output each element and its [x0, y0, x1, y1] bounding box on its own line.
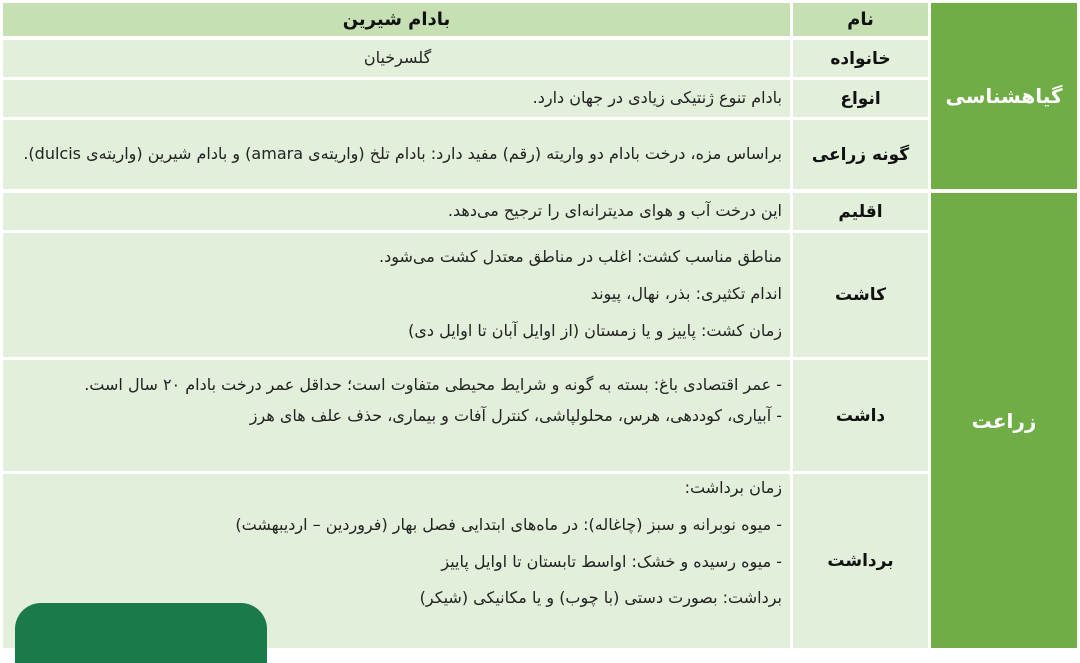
row-value-species [3, 80, 790, 117]
row-label-harvest: برداشت [793, 474, 928, 648]
harvest-line-3: - میوه رسیده و خشک: اواسط تابستان تا اوایل پاییز [441, 551, 782, 571]
cultivar-text: براساس مزه، درخت بادام دو واریته (رقم) مفید دارد: بادام تلخ (واریته‌ی amara) و بادام شیرین (واریته‌ی dulcis). [23, 144, 782, 164]
row-label-cultivar: گونه زراعی [793, 120, 928, 189]
category-botany: گیاهشناسی [931, 3, 1077, 189]
row-label-maintenance: داشت [793, 360, 928, 471]
harvest-line-2: - میوه نوبرانه و سبز (چاغاله): در ماه‌های ابتدایی فصل بهار (فروردین – اردیبهشت) [235, 514, 782, 534]
planting-line-3: زمان کشت: پاییز و یا زمستان (از اوایل آبان تا اوایل دی) [408, 320, 782, 340]
category-agriculture: زراعت [931, 193, 1077, 648]
species-text: بادام تنوع ژنتیکی زیادی در جهان دارد. [532, 88, 782, 108]
row-label-climate: اقلیم [793, 193, 928, 230]
planting-line-1: مناطق مناسب کشت: اغلب در مناطق معتدل کشت می‌شود. [379, 247, 782, 266]
row-value-cultivar [3, 120, 790, 189]
decorative-green-tab [15, 603, 267, 663]
header-name-value: بادام شیرین [3, 3, 790, 36]
row-label-family: خانواده [793, 40, 928, 77]
maintenance-line-1: - عمر اقتصادی باغ: بسته به گونه و شرایط محیطی متفاوت است؛ حداقل عمر درخت بادام ۲۰ سال است. [84, 375, 782, 394]
climate-text: این درخت آب و هوای مدیترانه‌ای را ترجیح می‌دهد. [447, 201, 782, 221]
planting-line-2: اندام تکثیری: بذر، نهال، پیوند [590, 283, 782, 303]
row-value-planting [3, 233, 790, 357]
row-value-family: گلسرخیان [3, 40, 790, 77]
harvest-line-1: زمان برداشت: [684, 478, 782, 497]
maintenance-line-2: - آبیاری، کوددهی، هرس، محلولپاشی، کنترل آفات و بیماری، حذف علف های هرز [249, 405, 782, 425]
row-value-climate [3, 193, 790, 230]
row-label-planting: کاشت [793, 233, 928, 357]
header-name-label: نام [793, 3, 928, 36]
harvest-line-4: برداشت: بصورت دستی (با چوب) و یا مکانیکی (شیکر) [419, 588, 782, 608]
row-label-species: انواع [793, 80, 928, 117]
row-value-maintenance [3, 360, 790, 471]
